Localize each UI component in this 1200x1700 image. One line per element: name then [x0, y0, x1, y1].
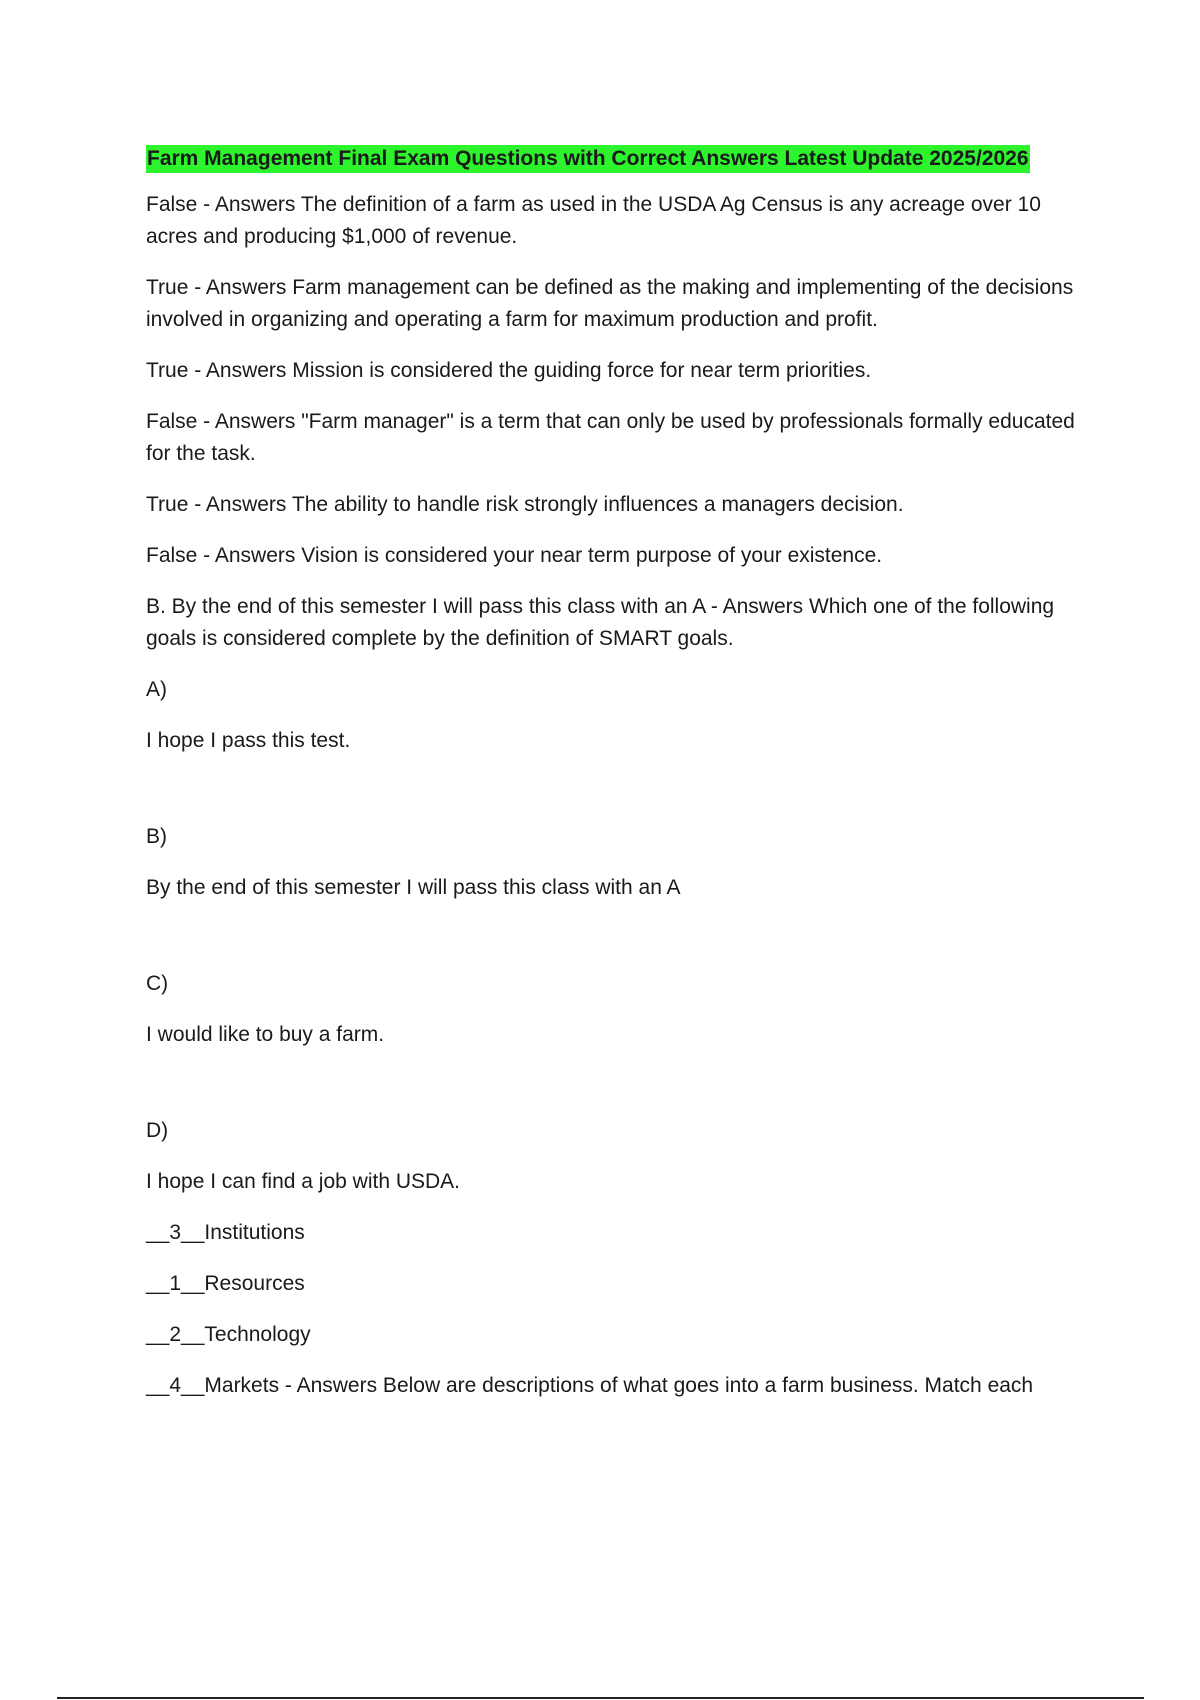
- option-text-c: I would like to buy a farm.: [146, 1023, 385, 1046]
- option-text-d: I hope I can find a job with USDA.: [146, 1170, 461, 1193]
- option-label-a: A): [146, 678, 167, 701]
- answer-paragraph: False - Answers The definition of a farm as used in the USDA Ag Census is any acreage over 10 acres and producing $1,000 of revenue.: [146, 193, 1041, 248]
- option-label-c: C): [146, 972, 169, 995]
- question-paragraph: B. By the end of this semester I will pass this class with an A - Answers Which one of the following goals is considered complete by the definition of SMART goals.: [146, 595, 1055, 650]
- match-item-institutions: __3__Institutions: [146, 1221, 305, 1244]
- document-title: Farm Management Final Exam Questions with Correct Answers Latest Update 2025/2026: [146, 145, 1030, 173]
- answer-paragraph: True - Answers Mission is considered the guiding force for near term priorities.: [146, 359, 872, 382]
- answer-paragraph: True - Answers The ability to handle risk strongly influences a managers decision.: [146, 493, 904, 516]
- option-label-d: D): [146, 1119, 169, 1142]
- option-text-b: By the end of this semester I will pass this class with an A: [146, 876, 681, 899]
- match-item-markets: __4__Markets - Answers Below are descriptions of what goes into a farm business. Match each: [146, 1374, 1034, 1397]
- answer-paragraph: False - Answers "Farm manager" is a term that can only be used by professionals formally educated for the task.: [146, 410, 1075, 465]
- match-item-resources: __1__Resources: [146, 1272, 305, 1295]
- match-item-technology: __2__Technology: [146, 1323, 311, 1346]
- option-label-b: B): [146, 825, 167, 848]
- answer-paragraph: True - Answers Farm management can be defined as the making and implementing of the decisions involved in organizing and operating a farm for maximum production and profit.: [146, 276, 1074, 331]
- page-bottom-divider: [57, 1697, 1144, 1699]
- answer-paragraph: False - Answers Vision is considered your near term purpose of your existence.: [146, 544, 883, 567]
- document-body: [146, 145, 1086, 1421]
- option-text-a: I hope I pass this test.: [146, 729, 351, 752]
